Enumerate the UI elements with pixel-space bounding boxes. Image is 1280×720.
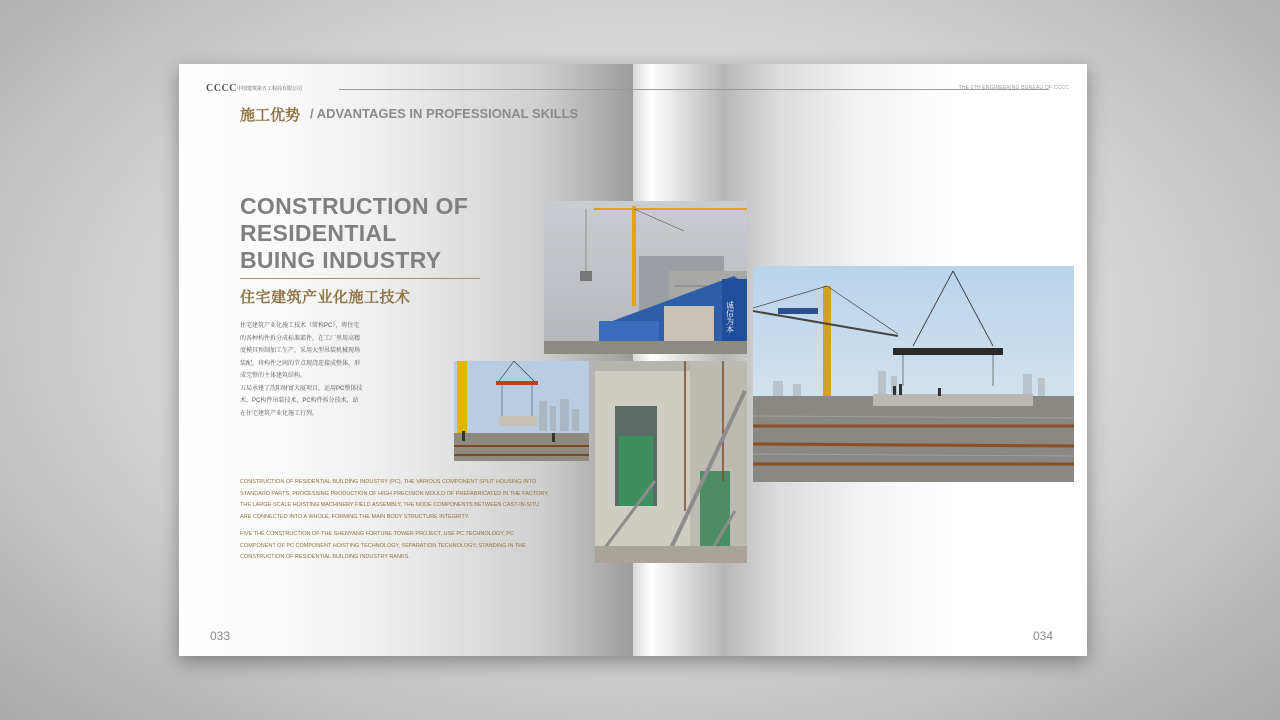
main-title bbox=[240, 193, 500, 274]
photo-precast-wall bbox=[595, 361, 747, 563]
main-title-line-2: RESIDENTIAL bbox=[240, 220, 397, 246]
cccc-logo: CCCC bbox=[206, 83, 237, 94]
body-en-paragraph: FIVE THE CONSTRUCTION OF THE SHENYANG FORTUNE TOWER PROJECT, USE PC TECHNOLOGY, PC COMPONENT OF PC COMPONENT HOISTING TECHNOLOGY, SEPARATION TECHNOLOGY, STANDING IN THE CONSTRUCTION OF RESIDENTIAL BUILDING INDUSTRY RANKS. bbox=[240, 531, 526, 560]
body-cn-line: 在住宅建筑产业化施工行列。 bbox=[240, 410, 319, 417]
body-cn-line: 的各种构件拆分成标准部件，在工厂里用高精 bbox=[240, 335, 361, 342]
body-cn-line: 术，PC构件吊装技术，PC构件拆分技术，站 bbox=[240, 398, 359, 404]
body-en-paragraph: CONSTRUCTION OF RESIDENTIAL BUILDING INDUSTRY (PC), THE VARIOUS COMPONENT SPLIT HOUSING INTO STANDARD PARTS, PROCESSING PRODUCTION OF HIGH PRECISION MOULD OF PREFABRICATED IN THE FACTORY, THE LARGE-SCALE HOISTING MACHINERY FIELD ASSEMBLY, THE NODE COMPONENTS BETWEEN CAST-IN-SITU ARE CONNECTED INTO A WHOLE, FORMING THE MAIN BODY STRUCTURE INTEGRITY. bbox=[240, 479, 549, 520]
section-title-en: / ADVANTAGES IN PROFESSIONAL SKILLS bbox=[310, 106, 579, 121]
body-text-cn bbox=[240, 320, 378, 420]
section-title-cn: 施工优势 bbox=[240, 107, 301, 124]
banner-text: 诚信为本 bbox=[725, 301, 735, 333]
body-text-en bbox=[240, 477, 550, 570]
body-cn-line: 度模具预制加工生产，采用大型吊装机械现场 bbox=[240, 348, 361, 354]
page-number-left: 033 bbox=[210, 629, 231, 643]
bureau-name-en: THE 5TH ENGINEERING BUREAU OF CCCC bbox=[958, 85, 1069, 91]
body-cn-line: 成完整的主体建筑结构。 bbox=[240, 373, 307, 379]
photo-hoisting-site bbox=[753, 266, 1074, 482]
body-cn-line: 五局承建了沈阳财富大厦项目，运用PC整体技 bbox=[240, 385, 363, 392]
photo-crane-building bbox=[544, 201, 747, 354]
title-rule bbox=[240, 278, 480, 279]
company-name: 中国建筑第五工程局有限公司 bbox=[237, 86, 303, 92]
header-rule bbox=[339, 89, 1049, 90]
photo-crane-lifting bbox=[454, 361, 589, 461]
main-title-line-1: CONSTRUCTION OF bbox=[240, 193, 469, 219]
subtitle-cn: 住宅建筑产业化施工技术 bbox=[240, 289, 411, 306]
body-cn-line: 装配，将构件之间的节点现浇连接成整体，形 bbox=[240, 360, 361, 367]
brochure-spread bbox=[179, 64, 1087, 656]
main-title-line-3: BUING INDUSTRY bbox=[240, 247, 442, 273]
body-cn-line: 住宅建筑产业化施工技术（简称PC），将住宅 bbox=[240, 323, 360, 329]
page-number-right: 034 bbox=[1033, 629, 1054, 643]
